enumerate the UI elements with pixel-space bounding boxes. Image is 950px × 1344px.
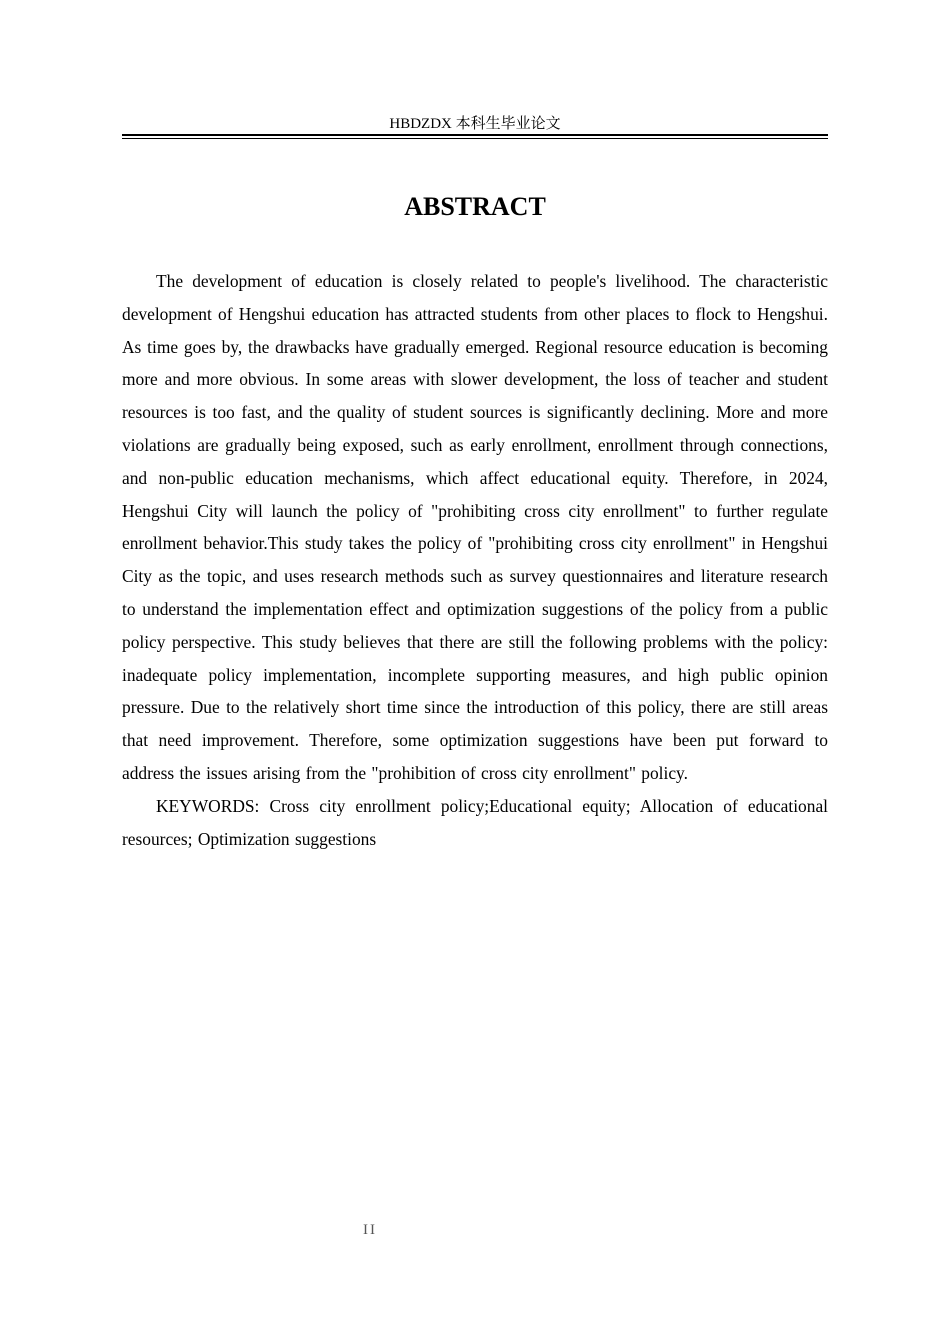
keywords-paragraph: KEYWORDS: Cross city enrollment policy;Educational equity; Allocation of educational resources; Optimization suggestions	[122, 795, 828, 849]
abstract-paragraph: The development of education is closely related to people's livelihood. The characteristic development of Hengshui education has attracted students from other places to flock to Hengshui. As time goes by, the drawbacks have gradually emerged. Regional resource education is becoming more and more obvious. In some areas with slower development, the loss of teacher and student resources is too fast, and the quality of student sources is significantly declining. More and more violations are gradually being exposed, such as early enrollment, enrollment through connections, and non-public education mechanisms, which affect educational equity. Therefore, in 2024, Hengshui City will launch the policy of "prohibiting cross city enrollment" to further regulate enrollment behavior.This study takes the policy of "prohibiting cross city enrollment" in Hengshui City as the topic, and uses research methods such as survey questionnaires and literature research to understand the implementation effect and optimization suggestions of the policy from a public policy perspective. This study believes that there are still the following problems with the policy: inadequate policy implementation, incomplete supporting measures, and high public opinion pressure. Due to the relatively short time since the introduction of this policy, there are still areas that need improvement. Therefore, some optimization suggestions have been put forward to address the issues arising from the "prohibition of cross city enrollment" policy.	[122, 271, 828, 783]
running-header: HBDZDX 本科生毕业论文	[389, 116, 561, 132]
abstract-section	[122, 265, 828, 855]
header-rule	[122, 134, 828, 136]
page-number: II	[363, 1222, 377, 1238]
abstract-title: ABSTRACT	[404, 192, 546, 221]
header-rule-thin	[122, 138, 828, 139]
